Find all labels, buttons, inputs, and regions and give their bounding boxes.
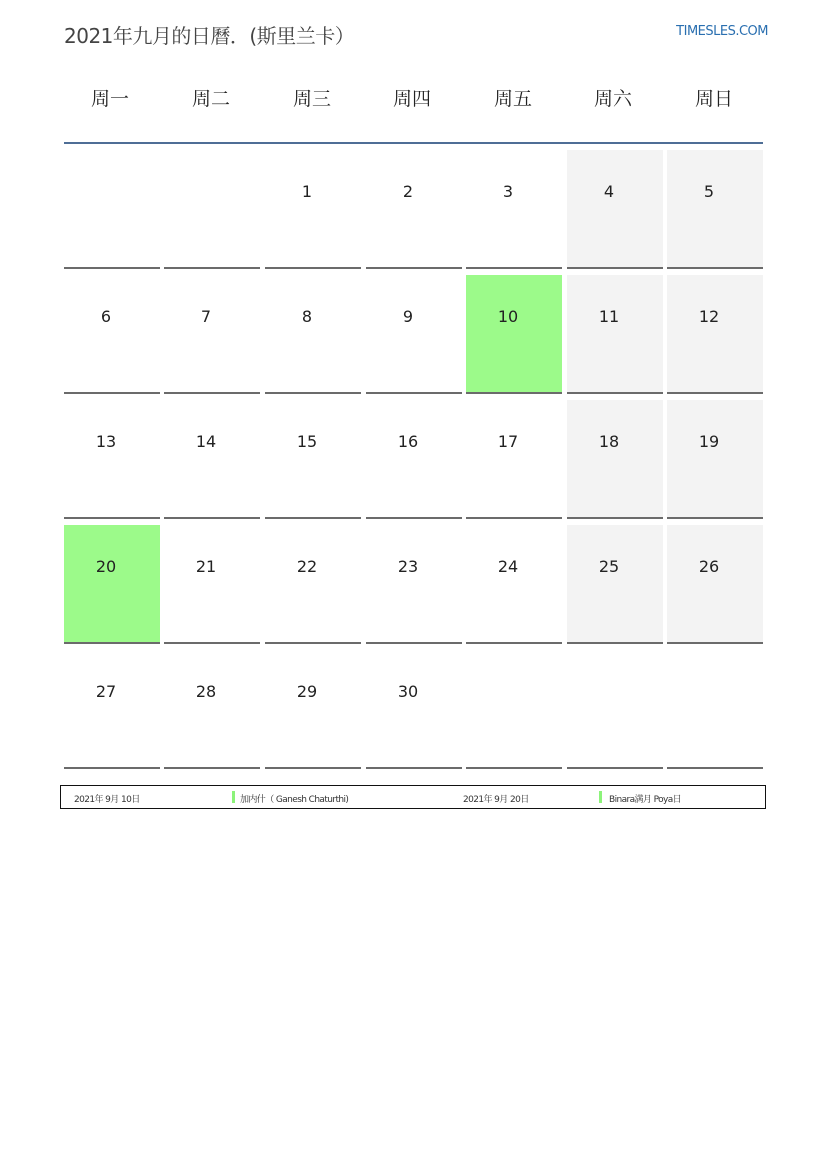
day-cell[interactable] (667, 150, 763, 269)
day-number: 26 (698, 557, 720, 576)
day-number: 28 (195, 682, 217, 701)
day-number: 19 (698, 432, 720, 451)
legend-date-2: 2021年 9月 20日 (463, 795, 529, 805)
day-cell[interactable] (466, 275, 562, 394)
day-cell[interactable] (64, 275, 160, 394)
day-number: 7 (200, 307, 212, 326)
legend-holiday-name-2: Binara满月 Poya日 (609, 795, 682, 805)
site-link[interactable]: TIMESLES.COM (676, 24, 768, 39)
day-cell[interactable] (667, 525, 763, 644)
day-number: 23 (397, 557, 419, 576)
day-cell[interactable] (366, 650, 462, 769)
day-number: 1 (301, 182, 313, 201)
weekday-tue: 周二 (191, 88, 230, 110)
weekday-wed: 周三 (292, 88, 331, 110)
day-cell[interactable] (366, 525, 462, 644)
day-number: 24 (497, 557, 519, 576)
day-number: 10 (497, 307, 519, 326)
weekday-fri: 周五 (493, 88, 532, 110)
legend-color-marker-2 (599, 791, 602, 803)
page-title: 2021年九月的日曆．(斯里兰卡） (64, 24, 355, 48)
day-number: 15 (296, 432, 318, 451)
weekday-sat: 周六 (593, 88, 632, 110)
day-number: 2 (402, 182, 414, 201)
day-cell[interactable] (64, 525, 160, 644)
day-cell[interactable] (265, 275, 361, 394)
day-number: 8 (301, 307, 313, 326)
day-number: 16 (397, 432, 419, 451)
day-number: 13 (95, 432, 117, 451)
legend-holiday-name-1: 加内什（ Ganesh Chaturthi) (240, 795, 349, 805)
day-number: 4 (603, 182, 615, 201)
day-number: 6 (100, 307, 112, 326)
day-cell[interactable] (164, 525, 260, 644)
empty-day-cell (567, 650, 663, 769)
day-number: 18 (598, 432, 620, 451)
day-number: 21 (195, 557, 217, 576)
day-number: 11 (598, 307, 620, 326)
holiday-legend (60, 785, 766, 809)
legend-date-1: 2021年 9月 10日 (74, 795, 140, 805)
day-cell[interactable] (567, 525, 663, 644)
empty-day-cell (466, 650, 562, 769)
day-number: 20 (95, 557, 117, 576)
day-cell[interactable] (164, 400, 260, 519)
day-cell[interactable] (265, 525, 361, 644)
day-cell[interactable] (265, 400, 361, 519)
day-number: 5 (703, 182, 715, 201)
day-number: 22 (296, 557, 318, 576)
weekday-mon: 周一 (90, 88, 129, 110)
day-cell[interactable] (466, 400, 562, 519)
empty-day-cell (667, 650, 763, 769)
day-number: 3 (502, 182, 514, 201)
day-number: 25 (598, 557, 620, 576)
day-cell[interactable] (164, 650, 260, 769)
empty-day-cell (164, 150, 260, 269)
day-cell[interactable] (265, 650, 361, 769)
day-cell[interactable] (466, 150, 562, 269)
day-cell[interactable] (366, 400, 462, 519)
weekday-thu: 周四 (392, 88, 431, 110)
day-number: 12 (698, 307, 720, 326)
day-number: 14 (195, 432, 217, 451)
day-cell[interactable] (64, 400, 160, 519)
day-cell[interactable] (64, 650, 160, 769)
day-cell[interactable] (567, 400, 663, 519)
day-cell[interactable] (265, 150, 361, 269)
day-number: 29 (296, 682, 318, 701)
day-cell[interactable] (667, 400, 763, 519)
day-cell[interactable] (567, 275, 663, 394)
day-cell[interactable] (667, 275, 763, 394)
weekday-header-row (62, 84, 764, 124)
weekday-sun: 周日 (694, 88, 733, 110)
day-number: 30 (397, 682, 419, 701)
header-divider (64, 142, 763, 144)
day-cell[interactable] (466, 525, 562, 644)
day-cell[interactable] (567, 150, 663, 269)
day-cell[interactable] (164, 275, 260, 394)
day-number: 27 (95, 682, 117, 701)
day-cell[interactable] (366, 275, 462, 394)
empty-day-cell (64, 150, 160, 269)
day-number: 9 (402, 307, 414, 326)
legend-color-marker-1 (232, 791, 235, 803)
day-cell[interactable] (366, 150, 462, 269)
day-number: 17 (497, 432, 519, 451)
